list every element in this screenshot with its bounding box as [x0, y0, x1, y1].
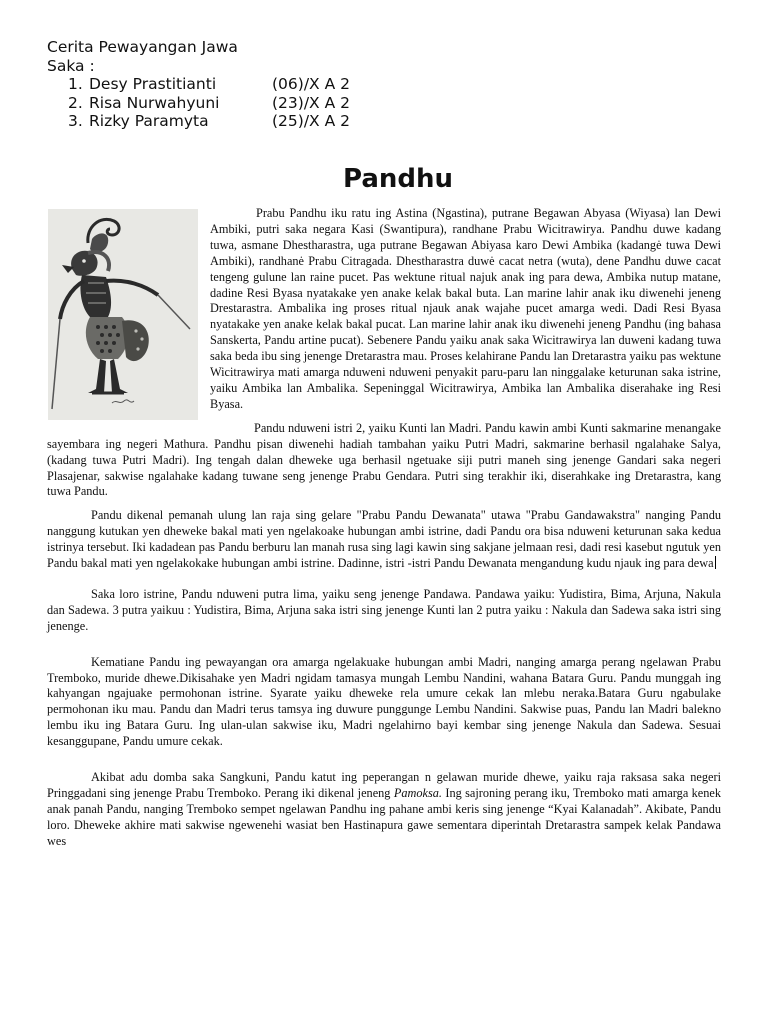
document-title: Cerita Pewayangan Jawa — [47, 38, 238, 56]
author-item — [47, 75, 350, 94]
paragraph: Kematiane Pandu ing pewayangan ora amarga ngelakuake hubungan ambi Madri, nanging amarga perang ngelawan Prabu Tremboko, muride dhewe.Dikisahake yen Madri ngidam tamasya mungah Lembu Nandini, wahana Batara Guru. Pandu munggah ing kahyangan ngajuake permohonan istrine. Syarate yaiku dheweke rela umure cekak lan mlebu neraka.Batara Guru ngabulake permohonan iku mau. Pandu dan Madri terus tamsya ing duwure punggunge Lembu Nandini. Sakwise puas, Pandu lan Madri balekno lembu iku ing Batara Guru. Ing ulan-ulan sakwise iku, Madri ngelahirno bayi kembar sing jenenge Nakula dan Sadewa. Sesuai kesanggupane, Pandu umure cekak. — [47, 654, 721, 749]
paragraph-text: Pandu dikenal pemanah ulung lan raja sing gelare "Prabu Pandu Dewanata" utawa "Prabu Gandawakstra" nanging Pandu nanggung kutukan yen dheweke bakal mati yen ngelakoake hubungan ambi istrine, dadi Pandu ora bisa nduweni keturunan saka kedua istrinya tersebut. Iki kadadean pas Pandu berburu lan manah rusa sing lagi kawin sing sakjane jelmaan resi, dadi resi kasebut ngutuk yen Pandu bakal mati yen ngelakokake hubungan ambi istrine. Dadinne, istri -istri Pandu Dewanata mengandung kudu njauk ing para dewa — [47, 508, 721, 571]
article-body — [47, 206, 721, 850]
paragraph: Pandu nduweni istri 2, yaiku Kunti lan Madri. Pandu kawin ambi Kunti sakmarine menangake sayembara ing negeri Mathura. Pandhu pisan diwenehi hadiah tambahan yaiku Putri Madri, sakmarine berhasil ngalahake Salya, (kadang tuwa Putri Madri). Ing tengah dalan dheweke uga berhasil ngetuake siji putri maneh sing jenenge Gandari saka negeri Plasajenar, sakwise ngalahake kadang tuwane seng jenenge Prabu Gendara. Putri sing terakhir iki, diserahkake ing Dretarastra, kang tuwa Pandu. — [47, 420, 721, 499]
paragraph — [47, 508, 721, 572]
author-number: 3. — [68, 112, 83, 130]
author-item — [47, 94, 350, 113]
paragraph — [47, 770, 721, 850]
paragraph: Saka loro istrine, Pandu nduweni putra lima, yaiku seng jenenge Pandawa. Pandawa yaiku: Yudistira, Bima, Arjuna, Nakula dan Sadewa. 3 putra yaikuu : Yudistira, Bima, Arjuna saka istri sing jenenge Kunti lan 2 putra yaiku : Nakula dan Sadewa saka istri sing jenenge. — [47, 586, 721, 633]
document-header — [47, 38, 350, 131]
article-title: Pandhu — [342, 164, 454, 194]
paragraph-text: Ing sajroning perang iku, Tremboko mati amarga kenek anak panah Pandu, nanging Tremboko sempet ngelawan Pandhu ing pahane ambi keris sing jenenge “Kyai Kalanadah”. Akibate, Pandu loro. Dheweke akhire mati sakwise ngewenehi wasiat ben Hastinapura gawe sementara diperintah Dretarastra sampek kelak Pandawa wes — [47, 786, 721, 848]
author-name: Risa Nurwahyuni — [89, 93, 220, 112]
author-class: (23)/X A 2 — [272, 93, 350, 112]
author-name: Rizky Paramyta — [89, 112, 209, 130]
author-number: 1. — [68, 75, 83, 93]
paragraph: Prabu Pandhu iku ratu ing Astina (Ngastina), putrane Begawan Abyasa (Wiyasa) lan Dewi Ambiki, putri saka negara Kasi (Swantipura), randhane Prabu Wicitrawirya. Pandhu duwe kadang tuwa, asmane Dhestharastra, uga putrane Begawan Abiyasa karo Dewi Ambika (kadangė tuwa Dewi Ambiki), randhanė Prabu Citragada. Dhestharastra duwė cacat netra (wuta), dene Pandhu duwe cacat tengeng gulune lan raine pucet. Pas wektune ritual najuk anak ing para dewa, Ambika nutup matane, dadine Resi Byasa nyatakake yen anake kelak bakal buta. Lan marine lahir anak iku diwenehi jeneng Drestarastra. Ambalika ing proses ritual njauk anak wajahe pucet amarga wedi. Dadi Resi Byasa nyatakake yen anake kelak bakal pucat. Lan marine lahir anak iku diwenehi jeneng Pandhu (ing bahasa Sanskerta, Pandu artine pucat). Sebenere Pandu yaiku anak saka Wicitrawirya lan duweni kadang tuwa saka beda ibu sing jenenge Dretarastra mau. Proses kelahirane Pandu lan Dretarastra yaiku pas wektune Wicitrawirya mati amarga nduweni nduweni penyakit paru-paru lan ninggalake keturunan saka istrine, yaiku Ambika lan Ambalika. Sepeninggal Wicitrawirya, Ambika lan Ambalika diserahake ing Resi Byasa. — [210, 206, 721, 411]
author-number: 2. — [68, 93, 83, 112]
author-class: (25)/X A 2 — [272, 112, 350, 130]
emphasis-term: Pamoksa. — [393, 786, 442, 800]
paragraph-text: Akibat adu domba saka Sangkuni, Pandu katut ing peperangan n gelawan muride dhewe, yaiku raja raksasa saka negeri Pringgadani sing jenenge Prabu Tremboko. Perang iki dikenal jeneng — [47, 770, 721, 800]
author-item — [47, 112, 350, 131]
author-class: (06)/X A 2 — [272, 75, 350, 93]
text-cursor — [715, 556, 716, 569]
author-name: Desy Prastitianti — [89, 75, 217, 93]
image-float-spacer — [47, 206, 210, 436]
authors-label: Saka : — [47, 56, 95, 75]
